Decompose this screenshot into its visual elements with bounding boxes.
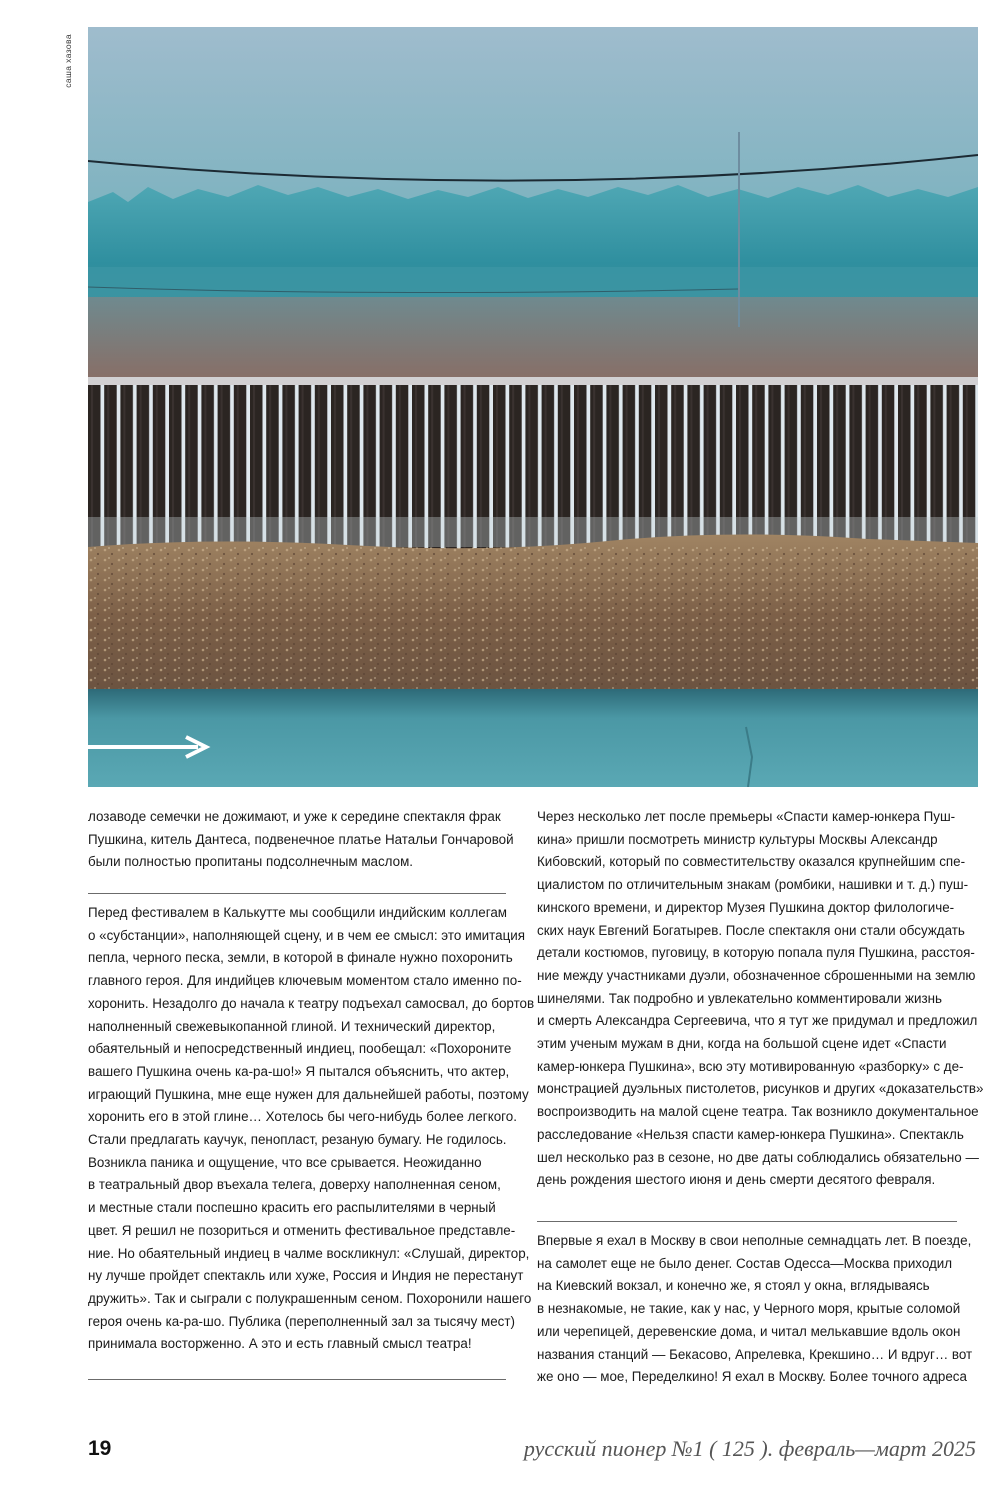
photo-credit: саша хазова — [63, 34, 73, 88]
text-line: ских наук Евгений Богатырев. После спектакля они стали обсуждать — [537, 922, 965, 938]
right-column-paragraph-2 — [537, 1230, 977, 1389]
text-line: в незнакомые, не такие, как у нас, у Черного моря, крытые соломой — [537, 1301, 961, 1317]
text-line: героя очень ка-ра-шо. Публика (переполненный зал за тысячу мест) — [88, 1313, 515, 1329]
text-line: дружить». Так и сыграли с полукрашенным сеном. Похоронили нашего — [88, 1290, 532, 1306]
text-line: детали костюмов, пуговицу, в которую попала пуля Пушкина, расстоя- — [537, 945, 975, 961]
text-line: Возникла паника и ощущение, что все срывается. Неожиданно — [88, 1154, 482, 1170]
text-line: цвет. Я решил не позориться и отменить фестивальное представле- — [88, 1222, 516, 1238]
arrow-right-icon — [88, 735, 213, 759]
text-line: шел несколько раз в сезоне, но две даты соблюдались обязательно — — [537, 1149, 979, 1165]
text-line: кина» пришли посмотреть министр культуры Москвы Александр — [537, 831, 938, 847]
text-line: вашего Пушкина очень ка-ра-шо!» Я пытался объяснить, что актер, — [88, 1063, 510, 1079]
text-line: о «субстанции», наполняющей сцену, и в чем ее смысл: это имитация — [88, 927, 525, 943]
text-line: циалистом по отличительным знакам (ромбики, нашивки и т. д.) пуш- — [537, 877, 969, 893]
text-line: Пушкина, китель Дантеса, подвенечное платье Натальи Гончаровой — [88, 831, 514, 847]
text-line: же оно — мое, Переделкино! Я ехал в Москву. Более точного адреса — [537, 1369, 967, 1385]
text-line: обаятельный и непосредственный индиец, пообещал: «Похороните — [88, 1041, 512, 1057]
text-line: или черепицей, деревенские дома, и читал мелькавшие вдоль окон — [537, 1323, 961, 1339]
text-line: ние. Но обаятельный индиец в чалме воскликнул: «Слушай, директор, — [88, 1245, 530, 1261]
text-line: и смерть Александра Сергеевича, что я тут же придумал и предложил — [537, 1013, 978, 1029]
text-line: воспроизводить на малой сцене театра. Так возникло документальное — [537, 1104, 979, 1120]
text-line: ну лучше пройдет спектакль или хуже, Россия и Индия не перестанут — [88, 1268, 524, 1284]
text-line: на самолет еще не было денег. Состав Одесса—Москва приходил — [537, 1255, 953, 1271]
page-number: 19 — [88, 1437, 112, 1460]
text-line: принимала восторженно. А это и есть главный смысл театра! — [88, 1336, 472, 1352]
text-line: в театральный двор въехала телега, доверху наполненная сеном, — [88, 1177, 501, 1193]
magazine-issue: русский пионер №1 ( 125 ). февраль—март 2025 — [523, 1436, 976, 1461]
text-line: хоронить. Незадолго до начала к театру подъехал самосвал, до бортов — [88, 995, 535, 1011]
text-line: наполненный свежевыкопанной глиной. И технический директор, — [88, 1018, 496, 1034]
text-line: хоронить его в этой глине… Хотелось бы чего-нибудь более легкого. — [88, 1109, 517, 1125]
text-line: камер-юнкера Пушкина», всю эту мотивированную «разборку» с де- — [537, 1058, 964, 1074]
left-column-paragraph-2 — [88, 902, 535, 1356]
text-line: названия станций — Бекасово, Апрелевка, Крекшино… И вдруг… вот — [537, 1346, 973, 1362]
text-line: монстрацией дуэльных пистолетов, рисунков и других «доказательств» — [537, 1081, 984, 1097]
text-line: кинского времени, и директор Музея Пушкина доктор филологиче- — [537, 899, 955, 915]
text-line: ние между участниками дуэли, обозначенное сброшенными на землю — [537, 967, 976, 983]
text-line: расследование «Нельзя спасти камер-юнкера Пушкина». Спектакль — [537, 1126, 964, 1142]
text-line: день рождения шестого июня и день смерти десятого февраля. — [537, 1172, 936, 1188]
column-divider — [88, 1379, 506, 1380]
text-line: Кибовский, который по совместительству оказался крупнейшим спе- — [537, 854, 966, 870]
left-column-paragraph-1 — [88, 806, 514, 874]
text-line: играющий Пушкина, мне еще нужен для дальнейшей работы, поэтому — [88, 1086, 529, 1102]
text-line: шинелями. Так подробно и увлекательно комментировали жизнь — [537, 990, 942, 1006]
text-line: Впервые я ехал в Москву в свои неполные семнадцать лет. В поезде, — [537, 1233, 972, 1248]
text-line: Перед фестивалем в Калькутте мы сообщили индийским коллегам — [88, 905, 507, 920]
text-line: на Киевский вокзал, и конечно же, я стоял у окна, вглядываясь — [537, 1278, 930, 1294]
text-line: лозаводе семечки не дожимают, и уже к середине спектакля фрак — [88, 809, 501, 824]
right-column-paragraph-1 — [537, 806, 984, 1192]
text-line: пепла, черного песка, земли, в которой в финале нужно похоронить — [88, 950, 513, 966]
text-line: Стали предлагать каучук, пенопласт, резаную бумагу. Не годилось. — [88, 1132, 507, 1148]
text-line: этим ученым мужам в дни, когда на большой сцене идет «Спасти — [537, 1036, 947, 1052]
landscape-photo — [88, 27, 978, 787]
text-line: были полностью пропитаны подсолнечным маслом. — [88, 854, 414, 870]
column-divider — [88, 893, 506, 894]
column-divider — [537, 1221, 957, 1222]
text-line: главного героя. Для индийцев ключевым моментом стало именно по- — [88, 973, 522, 989]
text-line: Через несколько лет после премьеры «Спасти камер-юнкера Пуш- — [537, 809, 956, 824]
text-line: и местные стали поспешно красить его распылителями в черный — [88, 1200, 496, 1216]
